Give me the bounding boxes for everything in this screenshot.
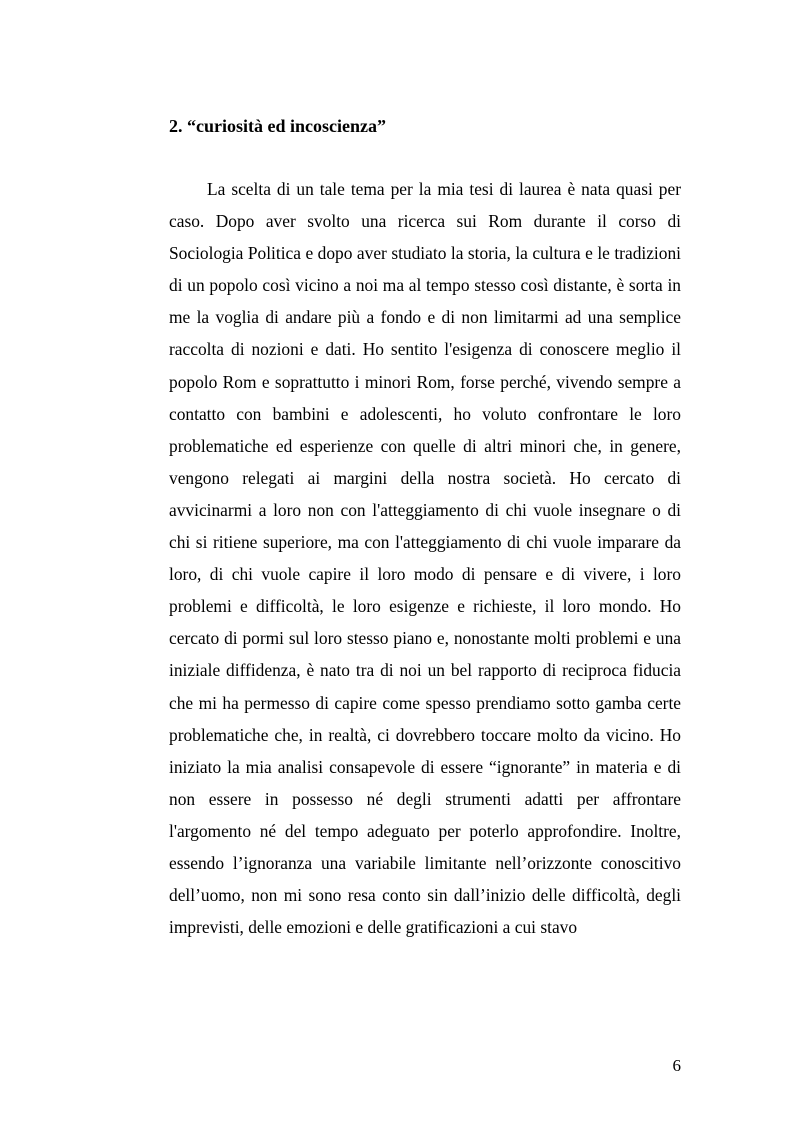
page-number: 6 — [672, 1056, 681, 1075]
section-heading: 2. “curiosità ed incoscienza” — [169, 116, 386, 136]
body-paragraph: La scelta di un tale tema per la mia tesi di laurea è nata quasi per caso. Dopo aver svolto una ricerca sui Rom durante il corso di Sociologia Politica e dopo aver studiato la storia, la cultura e le tradizioni di un popolo così vicino a noi ma al tempo stesso così distante, è sorta in me la voglia di andare più a fondo e di non limitarmi ad una semplice raccolta di nozioni e dati. Ho sentito l'esigenza di conoscere meglio il popolo Rom e soprattutto i minori Rom, forse perché, vivendo sempre a contatto con bambini e adolescenti, ho voluto confrontare le loro problematiche ed esperienze con quelle di altri minori che, in genere, vengono relegati ai margini della nostra società. Ho cercato di avvicinarmi a loro non con l'atteggiamento di chi vuole insegnare o di chi si ritiene superiore, ma con l'atteggiamento di chi vuole imparare da loro, di chi vuole capire il loro modo di pensare e di vivere, i loro problemi e difficoltà, le loro esigenze e richieste, il loro mondo. Ho cercato di pormi sul loro stesso piano e, nonostante molti problemi e una iniziale diffidenza, è nato tra di noi un bel rapporto di reciproca fiducia che mi ha permesso di capire come spesso prendiamo sotto gamba certe problematiche che, in realtà, ci dovrebbero toccare molto da vicino. Ho iniziato la mia analisi consapevole di essere “ignorante” in materia e di non essere in possesso né degli strumenti adatti per affrontare l'argomento né del tempo adeguato per poterlo approfondire. Inoltre, essendo l’ignoranza una variabile limitante nell’orizzonte conoscitivo dell’uomo, non mi sono resa conto sin dall’inizio delle difficoltà, degli imprevisti, delle emozioni e delle gratificazioni a cui stavo — [169, 179, 681, 938]
